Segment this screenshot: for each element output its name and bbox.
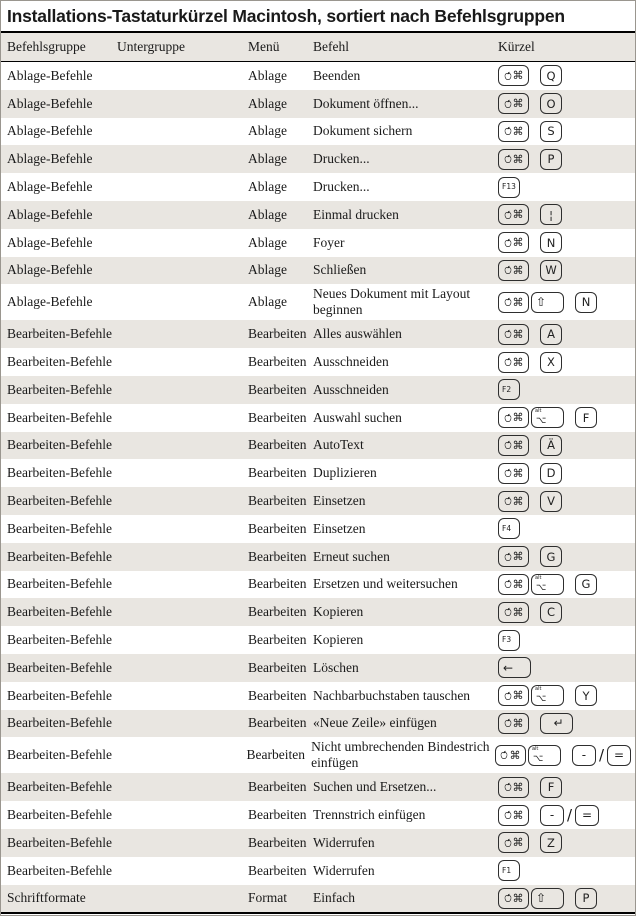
cell-menu: Bearbeiten bbox=[248, 548, 307, 564]
apple-logo-icon bbox=[504, 71, 512, 81]
apple-logo-icon bbox=[504, 126, 512, 136]
cell-befehlsgruppe: Ablage-Befehle bbox=[7, 262, 93, 278]
letter-key-Q: Q bbox=[540, 65, 562, 86]
hyphen-key: - bbox=[540, 805, 564, 826]
letter-key-F: F bbox=[540, 777, 562, 798]
column-header-untergruppe: Untergruppe bbox=[117, 39, 185, 54]
apple-logo-icon bbox=[504, 782, 512, 792]
table-row bbox=[1, 885, 635, 913]
apple-logo-icon bbox=[504, 691, 512, 701]
cell-untergruppe bbox=[117, 416, 248, 420]
cell-menu: Format bbox=[248, 890, 287, 906]
cell-menu: Ablage bbox=[248, 262, 287, 278]
cell-befehl: Ausschneiden bbox=[313, 354, 389, 370]
cell-befehlsgruppe: Bearbeiten-Befehle bbox=[7, 687, 112, 703]
command-key-icon: ⌘ bbox=[498, 832, 529, 853]
cell-untergruppe bbox=[117, 813, 248, 817]
column-header-befehl: Befehl bbox=[313, 39, 349, 54]
cell-untergruppe bbox=[117, 241, 248, 245]
table-row bbox=[1, 229, 635, 257]
equals-key: = bbox=[575, 805, 599, 826]
cell-untergruppe bbox=[117, 102, 248, 106]
table-body bbox=[1, 62, 635, 914]
cell-menu: Ablage bbox=[248, 179, 287, 195]
cell-menu: Ablage bbox=[248, 67, 287, 83]
or-separator: / bbox=[567, 806, 573, 825]
cell-menu: Bearbeiten bbox=[248, 834, 307, 850]
table-row bbox=[1, 459, 635, 487]
apple-logo-icon bbox=[504, 238, 512, 248]
cell-menu: Ablage bbox=[248, 234, 287, 250]
cell-kuerzel bbox=[498, 377, 635, 402]
cell-befehl: Suchen und Ersetzen... bbox=[313, 779, 437, 795]
table-row bbox=[1, 829, 635, 857]
table-row bbox=[1, 654, 635, 682]
apple-logo-icon bbox=[500, 750, 508, 760]
letter-key-C: C bbox=[540, 602, 562, 623]
cell-befehlsgruppe: Bearbeiten-Befehle bbox=[7, 520, 112, 536]
cell-untergruppe bbox=[117, 785, 248, 789]
cell-kuerzel bbox=[498, 230, 635, 255]
cell-kuerzel bbox=[498, 147, 635, 172]
cell-befehlsgruppe: Bearbeiten-Befehle bbox=[7, 326, 112, 342]
function-key-f4: F4 bbox=[498, 518, 520, 539]
cell-befehl: Erneut suchen bbox=[313, 548, 390, 564]
cell-kuerzel bbox=[498, 683, 635, 708]
cell-untergruppe bbox=[117, 185, 248, 189]
return-key-icon: ↵ bbox=[540, 713, 573, 734]
cell-kuerzel bbox=[498, 322, 635, 347]
cell-untergruppe bbox=[117, 129, 248, 133]
table-row bbox=[1, 773, 635, 801]
apple-logo-icon bbox=[504, 552, 512, 562]
cell-kuerzel bbox=[498, 600, 635, 625]
apple-logo-icon bbox=[504, 718, 512, 728]
cell-befehl: Widerrufen bbox=[313, 834, 375, 850]
cell-befehlsgruppe: Bearbeiten-Befehle bbox=[7, 632, 112, 648]
cell-menu: Ablage bbox=[248, 123, 287, 139]
cell-befehlsgruppe: Schriftformate bbox=[7, 890, 86, 906]
option-alt-key-icon: alt ⌥ bbox=[528, 745, 561, 766]
apple-logo-icon bbox=[504, 810, 512, 820]
command-key-icon: ⌘ bbox=[498, 463, 529, 484]
cell-untergruppe bbox=[117, 896, 248, 900]
table-row bbox=[1, 682, 635, 710]
cell-kuerzel bbox=[498, 433, 635, 458]
cell-befehlsgruppe: Bearbeiten-Befehle bbox=[7, 659, 112, 675]
cell-untergruppe bbox=[117, 268, 248, 272]
command-key-icon: ⌘ bbox=[498, 352, 529, 373]
table-row bbox=[1, 173, 635, 201]
shift-key-icon: ⇧ bbox=[531, 292, 564, 313]
cell-kuerzel bbox=[498, 91, 635, 116]
cell-untergruppe bbox=[117, 582, 248, 586]
cell-kuerzel bbox=[498, 655, 635, 680]
cell-befehlsgruppe: Bearbeiten-Befehle bbox=[7, 354, 112, 370]
letter-key-Ä: Ä bbox=[540, 435, 562, 456]
option-alt-key-icon: alt ⌥ bbox=[531, 574, 564, 595]
column-header-kuerzel: Kürzel bbox=[498, 39, 535, 54]
apple-logo-icon bbox=[504, 607, 512, 617]
cell-kuerzel bbox=[498, 886, 635, 911]
cell-untergruppe bbox=[116, 753, 246, 757]
column-header-befehlsgruppe: Befehlsgruppe bbox=[7, 39, 86, 54]
cell-untergruppe bbox=[117, 157, 248, 161]
cell-untergruppe bbox=[117, 869, 248, 873]
command-key-icon: ⌘ bbox=[498, 713, 529, 734]
cell-befehlsgruppe: Ablage-Befehle bbox=[7, 294, 93, 310]
command-key-icon: ⌘ bbox=[498, 149, 529, 170]
cell-untergruppe bbox=[117, 300, 248, 304]
cell-befehl: Einfach bbox=[313, 890, 355, 906]
apple-logo-icon bbox=[504, 210, 512, 220]
letter-key-G: G bbox=[575, 574, 597, 595]
cell-menu: Bearbeiten bbox=[246, 747, 305, 763]
command-key-icon: ⌘ bbox=[498, 292, 529, 313]
cell-menu: Bearbeiten bbox=[248, 779, 307, 795]
cell-untergruppe bbox=[117, 841, 248, 845]
command-key-icon: ⌘ bbox=[498, 491, 529, 512]
cell-befehl: Dokument sichern bbox=[313, 123, 413, 139]
cell-menu: Bearbeiten bbox=[248, 326, 307, 342]
letter-key-N: N bbox=[575, 292, 597, 313]
cell-menu: Bearbeiten bbox=[248, 659, 307, 675]
apple-logo-icon bbox=[504, 440, 512, 450]
table-row bbox=[1, 857, 635, 885]
cell-kuerzel bbox=[498, 202, 635, 227]
cell-befehlsgruppe: Bearbeiten-Befehle bbox=[7, 409, 112, 425]
cell-untergruppe bbox=[117, 638, 248, 642]
letter-key-D: D bbox=[540, 463, 562, 484]
apple-logo-icon bbox=[504, 329, 512, 339]
table-row bbox=[1, 626, 635, 654]
cell-befehl: Dokument öffnen... bbox=[313, 95, 419, 111]
apple-logo-icon bbox=[504, 468, 512, 478]
table-row bbox=[1, 90, 635, 118]
function-key-f1: F1 bbox=[498, 860, 520, 881]
table-row bbox=[1, 257, 635, 285]
table-row bbox=[1, 543, 635, 571]
cell-befehlsgruppe: Bearbeiten-Befehle bbox=[7, 862, 112, 878]
cell-menu: Bearbeiten bbox=[248, 437, 307, 453]
cell-menu: Ablage bbox=[248, 206, 287, 222]
table-row bbox=[1, 432, 635, 460]
letter-key-A: A bbox=[540, 324, 562, 345]
cell-kuerzel bbox=[498, 63, 635, 88]
cell-untergruppe bbox=[117, 360, 248, 364]
or-separator: / bbox=[598, 746, 604, 765]
cell-befehl: Ersetzen und weitersuchen bbox=[313, 576, 458, 592]
cell-befehl: Beenden bbox=[313, 67, 361, 83]
cell-menu: Ablage bbox=[248, 95, 287, 111]
cell-befehlsgruppe: Bearbeiten-Befehle bbox=[7, 779, 112, 795]
cell-untergruppe bbox=[117, 332, 248, 336]
cell-kuerzel bbox=[498, 119, 635, 144]
command-key-icon: ⌘ bbox=[498, 232, 529, 253]
cell-untergruppe bbox=[117, 721, 248, 725]
table-row bbox=[1, 710, 635, 738]
cell-kuerzel bbox=[498, 830, 635, 855]
command-key-icon: ⌘ bbox=[498, 65, 529, 86]
shift-key-icon: ⇧ bbox=[531, 888, 564, 909]
cell-menu: Ablage bbox=[248, 294, 287, 310]
function-key-f13: F13 bbox=[498, 177, 520, 198]
cell-kuerzel bbox=[498, 628, 635, 653]
option-alt-key-icon: alt ⌥ bbox=[531, 407, 564, 428]
cell-befehl: Alles auswählen bbox=[313, 326, 402, 342]
cell-menu: Bearbeiten bbox=[248, 715, 307, 731]
command-key-icon: ⌘ bbox=[498, 121, 529, 142]
cell-befehlsgruppe: Ablage-Befehle bbox=[7, 95, 93, 111]
table-row bbox=[1, 801, 635, 829]
table-row bbox=[1, 118, 635, 146]
cell-befehl: Widerrufen bbox=[313, 862, 375, 878]
cell-untergruppe bbox=[117, 610, 248, 614]
cell-menu: Bearbeiten bbox=[248, 381, 307, 397]
table-row bbox=[1, 598, 635, 626]
cell-befehl: Nachbarbuchstaben tauschen bbox=[313, 687, 471, 703]
cell-befehl: Einmal drucken bbox=[313, 206, 399, 222]
cell-untergruppe bbox=[117, 74, 248, 78]
cell-kuerzel bbox=[498, 803, 635, 828]
table-header-row bbox=[1, 33, 635, 62]
apple-logo-icon bbox=[504, 357, 512, 367]
letter-key-F: F bbox=[575, 407, 597, 428]
cell-kuerzel bbox=[498, 711, 635, 736]
cell-befehl: Foyer bbox=[313, 234, 345, 250]
letter-key-V: V bbox=[540, 491, 562, 512]
cell-kuerzel bbox=[498, 572, 635, 597]
cell-befehl: Kopieren bbox=[313, 632, 364, 648]
cell-kuerzel bbox=[498, 489, 635, 514]
command-key-icon: ⌘ bbox=[498, 777, 529, 798]
cell-befehl: Einsetzen bbox=[313, 520, 366, 536]
letter-key-S: S bbox=[540, 121, 562, 142]
command-key-icon: ⌘ bbox=[498, 324, 529, 345]
apple-logo-icon bbox=[504, 154, 512, 164]
cell-kuerzel bbox=[498, 290, 635, 315]
cell-befehlsgruppe: Ablage-Befehle bbox=[7, 206, 93, 222]
cell-befehlsgruppe: Bearbeiten-Befehle bbox=[7, 604, 112, 620]
table-row bbox=[1, 487, 635, 515]
letter-key-W: W bbox=[540, 260, 562, 281]
command-key-icon: ⌘ bbox=[498, 574, 529, 595]
apple-logo-icon bbox=[504, 579, 512, 589]
cell-befehlsgruppe: Bearbeiten-Befehle bbox=[7, 576, 112, 592]
cell-befehlsgruppe: Ablage-Befehle bbox=[7, 234, 93, 250]
cell-untergruppe bbox=[117, 694, 248, 698]
command-key-icon: ⌘ bbox=[498, 204, 529, 225]
cell-befehl: AutoText bbox=[313, 437, 364, 453]
cell-menu: Bearbeiten bbox=[248, 409, 307, 425]
command-key-icon: ⌘ bbox=[498, 435, 529, 456]
cell-befehlsgruppe: Bearbeiten-Befehle bbox=[7, 437, 112, 453]
apple-logo-icon bbox=[504, 413, 512, 423]
letter-key-P: P bbox=[575, 888, 597, 909]
cell-befehl: «Neue Zeile» einfügen bbox=[313, 715, 437, 731]
cell-befehlsgruppe: Ablage-Befehle bbox=[7, 123, 93, 139]
cell-menu: Bearbeiten bbox=[248, 862, 307, 878]
cell-befehl: Einsetzen bbox=[313, 493, 366, 509]
cell-untergruppe bbox=[117, 388, 248, 392]
apple-logo-icon bbox=[504, 838, 512, 848]
letter-key-Z: Z bbox=[540, 832, 562, 853]
cell-menu: Bearbeiten bbox=[248, 354, 307, 370]
cell-menu: Bearbeiten bbox=[248, 465, 307, 481]
function-key-f2: F2 bbox=[498, 379, 520, 400]
cell-kuerzel bbox=[498, 258, 635, 283]
letter-key-X: X bbox=[540, 352, 562, 373]
cell-befehlsgruppe: Bearbeiten-Befehle bbox=[7, 747, 112, 763]
cell-untergruppe bbox=[117, 471, 248, 475]
table-row bbox=[1, 348, 635, 376]
command-key-icon: ⌘ bbox=[498, 685, 529, 706]
cell-befehl: Nicht umbrechenden Bindestrich einfügen bbox=[311, 739, 490, 771]
letter-key-¦: ¦ bbox=[540, 204, 562, 225]
command-key-icon: ⌘ bbox=[498, 407, 529, 428]
cell-menu: Bearbeiten bbox=[248, 576, 307, 592]
cell-befehlsgruppe: Ablage-Befehle bbox=[7, 151, 93, 167]
cell-menu: Bearbeiten bbox=[248, 807, 307, 823]
letter-key-G: G bbox=[540, 546, 562, 567]
cell-befehl: Auswahl suchen bbox=[313, 409, 402, 425]
cell-befehl: Trennstrich einfügen bbox=[313, 807, 426, 823]
cell-kuerzel bbox=[498, 175, 635, 200]
letter-key-O: O bbox=[540, 93, 562, 114]
apple-logo-icon bbox=[504, 297, 512, 307]
apple-logo-icon bbox=[504, 893, 512, 903]
cell-untergruppe bbox=[117, 443, 248, 447]
cell-kuerzel bbox=[495, 743, 635, 768]
table-row bbox=[1, 320, 635, 348]
cell-befehlsgruppe: Bearbeiten-Befehle bbox=[7, 493, 112, 509]
cell-befehl: Drucken... bbox=[313, 179, 370, 195]
table-row bbox=[1, 62, 635, 90]
cell-befehlsgruppe: Ablage-Befehle bbox=[7, 179, 93, 195]
cell-menu: Bearbeiten bbox=[248, 687, 307, 703]
cell-untergruppe bbox=[117, 666, 248, 670]
cell-kuerzel bbox=[498, 461, 635, 486]
page-title: Installations-Tastaturkürzel Macintosh, sortiert nach Befehlsgruppen bbox=[1, 1, 635, 33]
letter-key-Y: Y bbox=[575, 685, 597, 706]
cell-menu: Ablage bbox=[248, 151, 287, 167]
apple-logo-icon bbox=[504, 496, 512, 506]
cell-befehlsgruppe: Ablage-Befehle bbox=[7, 67, 93, 83]
cell-untergruppe bbox=[117, 499, 248, 503]
backspace-key-icon: ← bbox=[498, 657, 531, 678]
cell-befehl: Löschen bbox=[313, 659, 359, 675]
cell-befehl: Kopieren bbox=[313, 604, 364, 620]
equals-key: = bbox=[607, 745, 631, 766]
command-key-icon: ⌘ bbox=[498, 260, 529, 281]
cell-kuerzel bbox=[498, 516, 635, 541]
cell-kuerzel bbox=[498, 405, 635, 430]
command-key-icon: ⌘ bbox=[495, 745, 526, 766]
table-row bbox=[1, 145, 635, 173]
cell-befehl: Neues Dokument mit Layout beginnen bbox=[313, 286, 471, 318]
cell-kuerzel bbox=[498, 775, 635, 800]
cell-befehlsgruppe: Bearbeiten-Befehle bbox=[7, 381, 112, 397]
cell-befehl: Schließen bbox=[313, 262, 367, 278]
cell-untergruppe bbox=[117, 213, 248, 217]
table-row bbox=[1, 571, 635, 599]
cell-menu: Bearbeiten bbox=[248, 520, 307, 536]
command-key-icon: ⌘ bbox=[498, 93, 529, 114]
table-row bbox=[1, 376, 635, 404]
table-row bbox=[1, 737, 635, 773]
cell-befehlsgruppe: Bearbeiten-Befehle bbox=[7, 715, 112, 731]
option-alt-key-icon: alt ⌥ bbox=[531, 685, 564, 706]
cell-befehlsgruppe: Bearbeiten-Befehle bbox=[7, 834, 112, 850]
cell-kuerzel bbox=[498, 858, 635, 883]
command-key-icon: ⌘ bbox=[498, 888, 529, 909]
cell-befehl: Drucken... bbox=[313, 151, 370, 167]
command-key-icon: ⌘ bbox=[498, 602, 529, 623]
cell-kuerzel bbox=[498, 544, 635, 569]
cell-befehl: Ausschneiden bbox=[313, 381, 389, 397]
command-key-icon: ⌘ bbox=[498, 805, 529, 826]
table-row bbox=[1, 201, 635, 229]
hyphen-key: - bbox=[572, 745, 596, 766]
cell-befehl: Duplizieren bbox=[313, 465, 377, 481]
apple-logo-icon bbox=[504, 265, 512, 275]
function-key-f3: F3 bbox=[498, 630, 520, 651]
cell-untergruppe bbox=[117, 527, 248, 531]
command-key-icon: ⌘ bbox=[498, 546, 529, 567]
cell-menu: Bearbeiten bbox=[248, 632, 307, 648]
cell-kuerzel bbox=[498, 350, 635, 375]
table-row bbox=[1, 284, 635, 320]
cell-befehlsgruppe: Bearbeiten-Befehle bbox=[7, 807, 112, 823]
cell-befehlsgruppe: Bearbeiten-Befehle bbox=[7, 465, 112, 481]
apple-logo-icon bbox=[504, 99, 512, 109]
cell-befehlsgruppe: Bearbeiten-Befehle bbox=[7, 548, 112, 564]
letter-key-P: P bbox=[540, 149, 562, 170]
cell-untergruppe bbox=[117, 555, 248, 559]
table-row bbox=[1, 515, 635, 543]
column-header-menu: Menü bbox=[248, 39, 280, 54]
letter-key-N: N bbox=[540, 232, 562, 253]
table-row bbox=[1, 404, 635, 432]
cell-menu: Bearbeiten bbox=[248, 493, 307, 509]
cell-menu: Bearbeiten bbox=[248, 604, 307, 620]
